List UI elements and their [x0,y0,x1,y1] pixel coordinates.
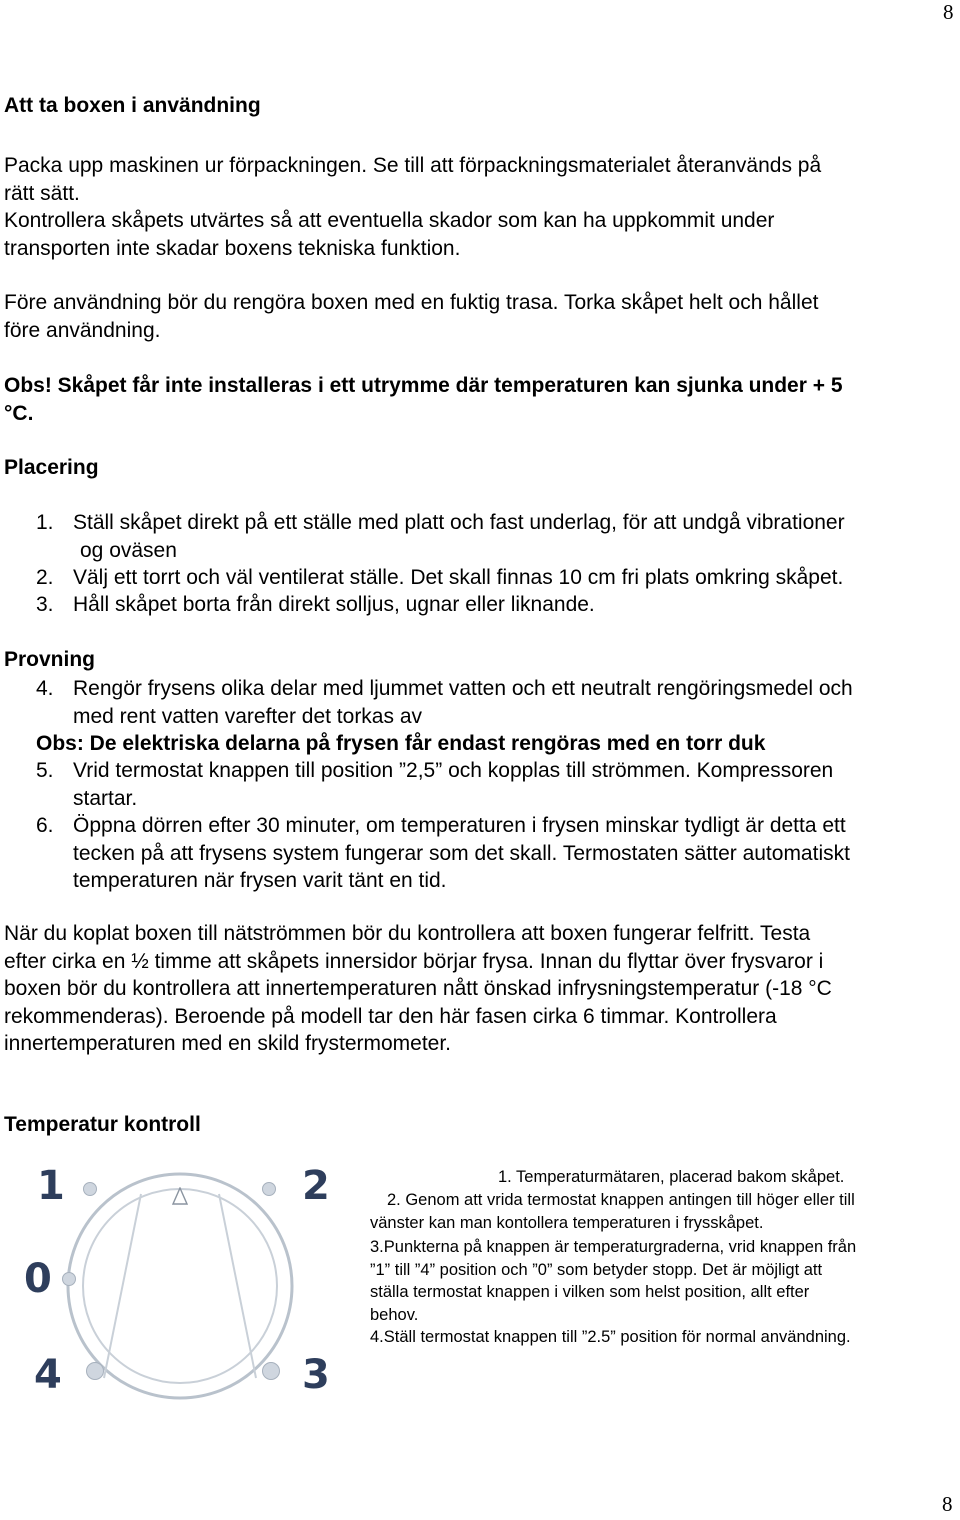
page-number-bottom: 8 [942,1492,953,1516]
text-line: 3.Punkterna på knappen är temperaturgraderna, vrid knappen från [370,1238,857,1256]
paragraph-closing [4,920,956,1058]
note-1: 1. Temperaturmätaren, placerad bakom skåpet. [498,1168,845,1186]
text-line: rekommenderas). Beroende på modell tar den här fasen cirka 6 timmar. Kontrollera [4,1004,777,1028]
text-line: med rent vatten varefter det torkas av [73,704,423,728]
text-line: Rengör frysens olika delar med ljummet vatten och ett neutralt rengöringsmedel och [73,677,853,700]
dial-label-0: 0 [24,1256,52,1302]
text-line: ställa termostat knappen i vilken som helst position, allt efter [370,1283,810,1301]
text-line: Ställ skåpet direkt på ett ställe med platt och fast underlag, för att undgå vibrationer [73,511,845,534]
thermostat-dial [20,1160,340,1400]
text-line: Före användning bör du rengöra boxen med en fuktig trasa. Torka skåpet helt och hållet [4,291,819,314]
list-text [73,812,850,895]
list-text [73,675,853,730]
list-item-5 [36,757,958,813]
triangle-marker-icon [172,1187,188,1205]
text-line: rätt sätt. [4,181,80,205]
text-line: ”1” till ”4” position och ”0” som betyder stopp. Det är möjligt att [370,1260,823,1279]
dial-dot-4 [86,1362,104,1380]
list-text: Håll skåpet borta från direkt solljus, ugnar eller liknande. [73,593,595,616]
dial-label-2: 2 [302,1163,330,1209]
text-line: Kontrollera skåpets utvärtes så att eventuella skador som kan ha uppkommit under [4,209,775,232]
page-number-top: 8 [943,0,954,24]
dial-dot-3 [262,1362,280,1380]
text-line: Packa upp maskinen ur förpackningen. Se till att förpackningsmaterialet återanvänds på [4,154,822,177]
text-line: När du koplat boxen till nätströmmen bör du kontrollera att boxen fungerar felfritt. Testa [4,922,811,945]
list-number: 5. [36,759,54,782]
text-line: innertemperaturen med en skild frystermometer. [4,1032,452,1055]
text-line: före användning. [4,318,161,342]
paragraph-cleaning [4,289,954,344]
list-item-6 [36,812,958,896]
text-line: Vrid termostat knappen till position ”2,5” och kopplas till strömmen. Kompressoren [73,759,834,782]
list-item-3 [36,591,956,619]
paragraph-unpack [4,152,954,262]
list-item-4 [36,675,958,731]
section-title-placering: Placering [4,456,99,479]
dial-dot-1 [83,1182,97,1196]
list-number: 1. [36,511,54,534]
text-line: °C. [4,401,34,425]
text-line: boxen bör du kontrollera att innertemperaturen nått önskad infrysningstemperatur (-18 °C [4,977,832,1000]
dial-dot-0 [62,1272,76,1286]
note-4: 4.Ställ termostat knappen till ”2.5” position för normal användning. [370,1328,851,1346]
text-line: efter cirka en ½ timme att skåpets innersidor börjar frysa. Innan du flyttar över frysvaror i [4,949,824,973]
note-3 [370,1236,960,1326]
text-line: startar. [73,786,138,810]
list-item-1 [36,509,956,565]
text-line: behov. [370,1305,419,1324]
list-number: 3. [36,593,54,616]
dial-label-4: 4 [34,1352,62,1398]
list-number: 2. [36,566,54,589]
text-line: og oväsen [80,538,177,562]
text-line: Öppna dörren efter 30 minuter, om temperaturen i frysen minskar tydligt är detta ett [73,814,846,837]
list-text [73,509,845,564]
section-title-provning: Provning [4,648,96,671]
list-number: 4. [36,677,54,700]
obs-warning [4,372,954,427]
section-title-usage: Att ta boxen i användning [4,94,261,117]
text-line: vänster kan man kontollera temperaturen i frysskåpet. [370,1213,764,1232]
text-line: temperaturen när frysen varit tänt en tid. [73,869,447,892]
text-line: 2. Genom att vrida termostat knappen antingen till höger eller till [387,1191,855,1209]
list-text [73,757,833,812]
text-line: Obs! Skåpet får inte installeras i ett utrymme där temperaturen kan sjunka under + 5 [4,374,843,397]
section-title-temperatur: Temperatur kontroll [4,1113,201,1136]
dial-dot-2 [262,1182,276,1196]
dial-label-3: 3 [302,1352,330,1398]
text-line: tecken på att frysens system fungerar som det skall. Termostaten sätter automatiskt [73,841,850,865]
obs-electrical: Obs: De elektriska delarna på frysen får endast rengöras med en torr duk [36,732,766,755]
note-2 [370,1189,960,1234]
dial-label-1: 1 [37,1163,65,1209]
list-item-2 [36,564,956,592]
list-text: Välj ett torrt och väl ventilerat ställe. Det skall finnas 10 cm fri plats omkring skåpet. [73,566,844,589]
text-line: transporten inte skadar boxens tekniska funktion. [4,236,461,260]
list-number: 6. [36,814,54,837]
